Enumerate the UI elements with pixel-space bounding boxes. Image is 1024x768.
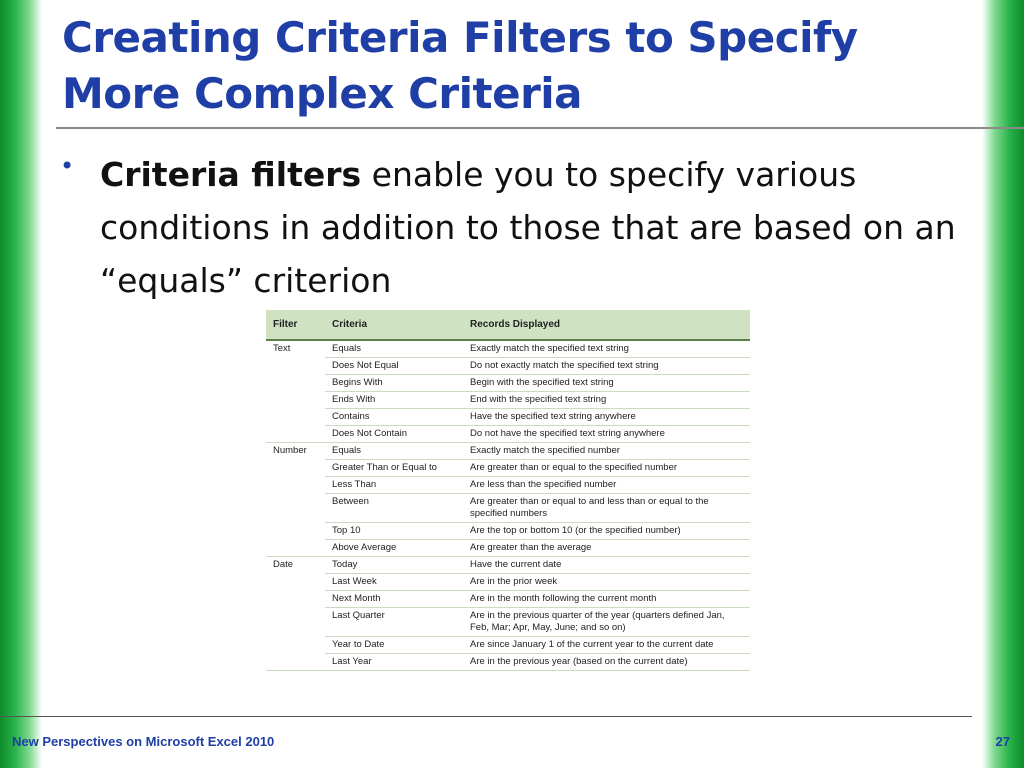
header-filter: Filter — [266, 310, 325, 340]
criteria-cell: Equals — [325, 443, 463, 460]
criteria-cell: Last Week — [325, 574, 463, 591]
records-displayed-cell: Do not have the specified text string anywhere — [463, 426, 750, 443]
criteria-cell: Greater Than or Equal to — [325, 460, 463, 477]
table-row — [266, 392, 750, 409]
table-row — [266, 523, 750, 540]
criteria-cell: Next Month — [325, 591, 463, 608]
table-row — [266, 443, 750, 460]
table-row — [266, 358, 750, 375]
table-row — [266, 574, 750, 591]
filter-cell — [266, 608, 325, 637]
criteria-cell: Top 10 — [325, 523, 463, 540]
records-displayed-cell: Do not exactly match the specified text string — [463, 358, 750, 375]
bullet-text — [100, 148, 970, 307]
records-displayed-cell: End with the specified text string — [463, 392, 750, 409]
filter-cell: Text — [273, 343, 291, 354]
records-displayed-cell: Exactly match the specified text string — [463, 340, 750, 358]
records-displayed-cell: Begin with the specified text string — [463, 375, 750, 392]
table-row — [266, 557, 750, 574]
filter-cell — [266, 591, 325, 608]
filter-cell — [266, 460, 325, 477]
filter-cell — [266, 409, 325, 426]
criteria-cell: Today — [325, 557, 463, 574]
filter-cell — [266, 392, 325, 409]
title-divider — [56, 127, 1024, 129]
header-criteria: Criteria — [325, 310, 463, 340]
bullet-dot-icon: • — [60, 152, 75, 180]
criteria-filters-table — [266, 310, 750, 702]
criteria-cell: Begins With — [325, 375, 463, 392]
records-displayed-cell: Are the top or bottom 10 (or the specified number) — [463, 523, 750, 540]
criteria-cell: Does Not Equal — [325, 358, 463, 375]
table-row — [266, 494, 750, 523]
criteria-cell: Ends With — [325, 392, 463, 409]
table-row — [266, 540, 750, 557]
header-records-displayed: Records Displayed — [463, 310, 750, 340]
table-header-row — [266, 310, 750, 340]
bullet-rest-text: enable you to specify various conditions in addition to those that are based on an “equals” criterion — [100, 155, 956, 300]
filter-cell — [266, 477, 325, 494]
table-row — [266, 477, 750, 494]
records-displayed-cell: Are in the previous quarter of the year (quarters defined Jan, Feb, Mar; Apr, May, June; and so on) — [463, 608, 750, 637]
criteria-cell: Equals — [325, 340, 463, 358]
records-displayed-cell: Are since January 1 of the current year to the current date — [463, 637, 750, 654]
filter-cell — [266, 523, 325, 540]
records-displayed-cell: Exactly match the specified number — [463, 443, 750, 460]
records-displayed-cell: Are in the month following the current month — [463, 591, 750, 608]
filter-cell — [266, 574, 325, 591]
records-displayed-cell: Are greater than or equal to and less than or equal to the specified numbers — [463, 494, 750, 523]
table-row — [266, 608, 750, 637]
left-green-bar — [0, 0, 42, 768]
filter-cell: Number — [273, 445, 307, 456]
filter-cell: Date — [273, 559, 294, 570]
footer-divider — [0, 716, 972, 717]
records-displayed-cell: Are in the previous year (based on the current date) — [463, 654, 750, 671]
criteria-cell: Less Than — [325, 477, 463, 494]
filter-cell — [266, 637, 325, 654]
records-displayed-cell: Are in the prior week — [463, 574, 750, 591]
criteria-cell: Does Not Contain — [325, 426, 463, 443]
criteria-cell: Last Year — [325, 654, 463, 671]
table-row — [266, 409, 750, 426]
table-row — [266, 637, 750, 654]
records-displayed-cell: Are less than the specified number — [463, 477, 750, 494]
slide-title — [62, 10, 962, 122]
filter-cell — [266, 426, 325, 443]
records-displayed-cell: Are greater than or equal to the specified number — [463, 460, 750, 477]
criteria-cell: Last Quarter — [325, 608, 463, 637]
filter-cell — [266, 540, 325, 557]
criteria-cell: Above Average — [325, 540, 463, 557]
filter-cell — [266, 654, 325, 671]
slide-title-line1: Creating Criteria Filters to Specify — [62, 13, 858, 62]
filter-cell — [266, 358, 325, 375]
table-row — [266, 426, 750, 443]
criteria-cell: Contains — [325, 409, 463, 426]
footer-course-title: New Perspectives on Microsoft Excel 2010 — [12, 734, 275, 749]
filter-cell — [266, 375, 325, 392]
records-displayed-cell: Are greater than the average — [463, 540, 750, 557]
page-number: 27 — [995, 734, 1010, 749]
right-green-bar — [982, 0, 1024, 768]
criteria-cell: Year to Date — [325, 637, 463, 654]
filter-cell — [266, 494, 325, 523]
table-body — [266, 340, 750, 671]
table-row — [266, 340, 750, 358]
criteria-cell: Between — [325, 494, 463, 523]
records-displayed-cell: Have the specified text string anywhere — [463, 409, 750, 426]
slide-title-line2: More Complex Criteria — [62, 69, 583, 118]
table-row — [266, 654, 750, 671]
table-row — [266, 591, 750, 608]
records-displayed-cell: Have the current date — [463, 557, 750, 574]
table-row — [266, 460, 750, 477]
table-row — [266, 375, 750, 392]
bullet-bold-term: Criteria filters — [100, 155, 362, 194]
